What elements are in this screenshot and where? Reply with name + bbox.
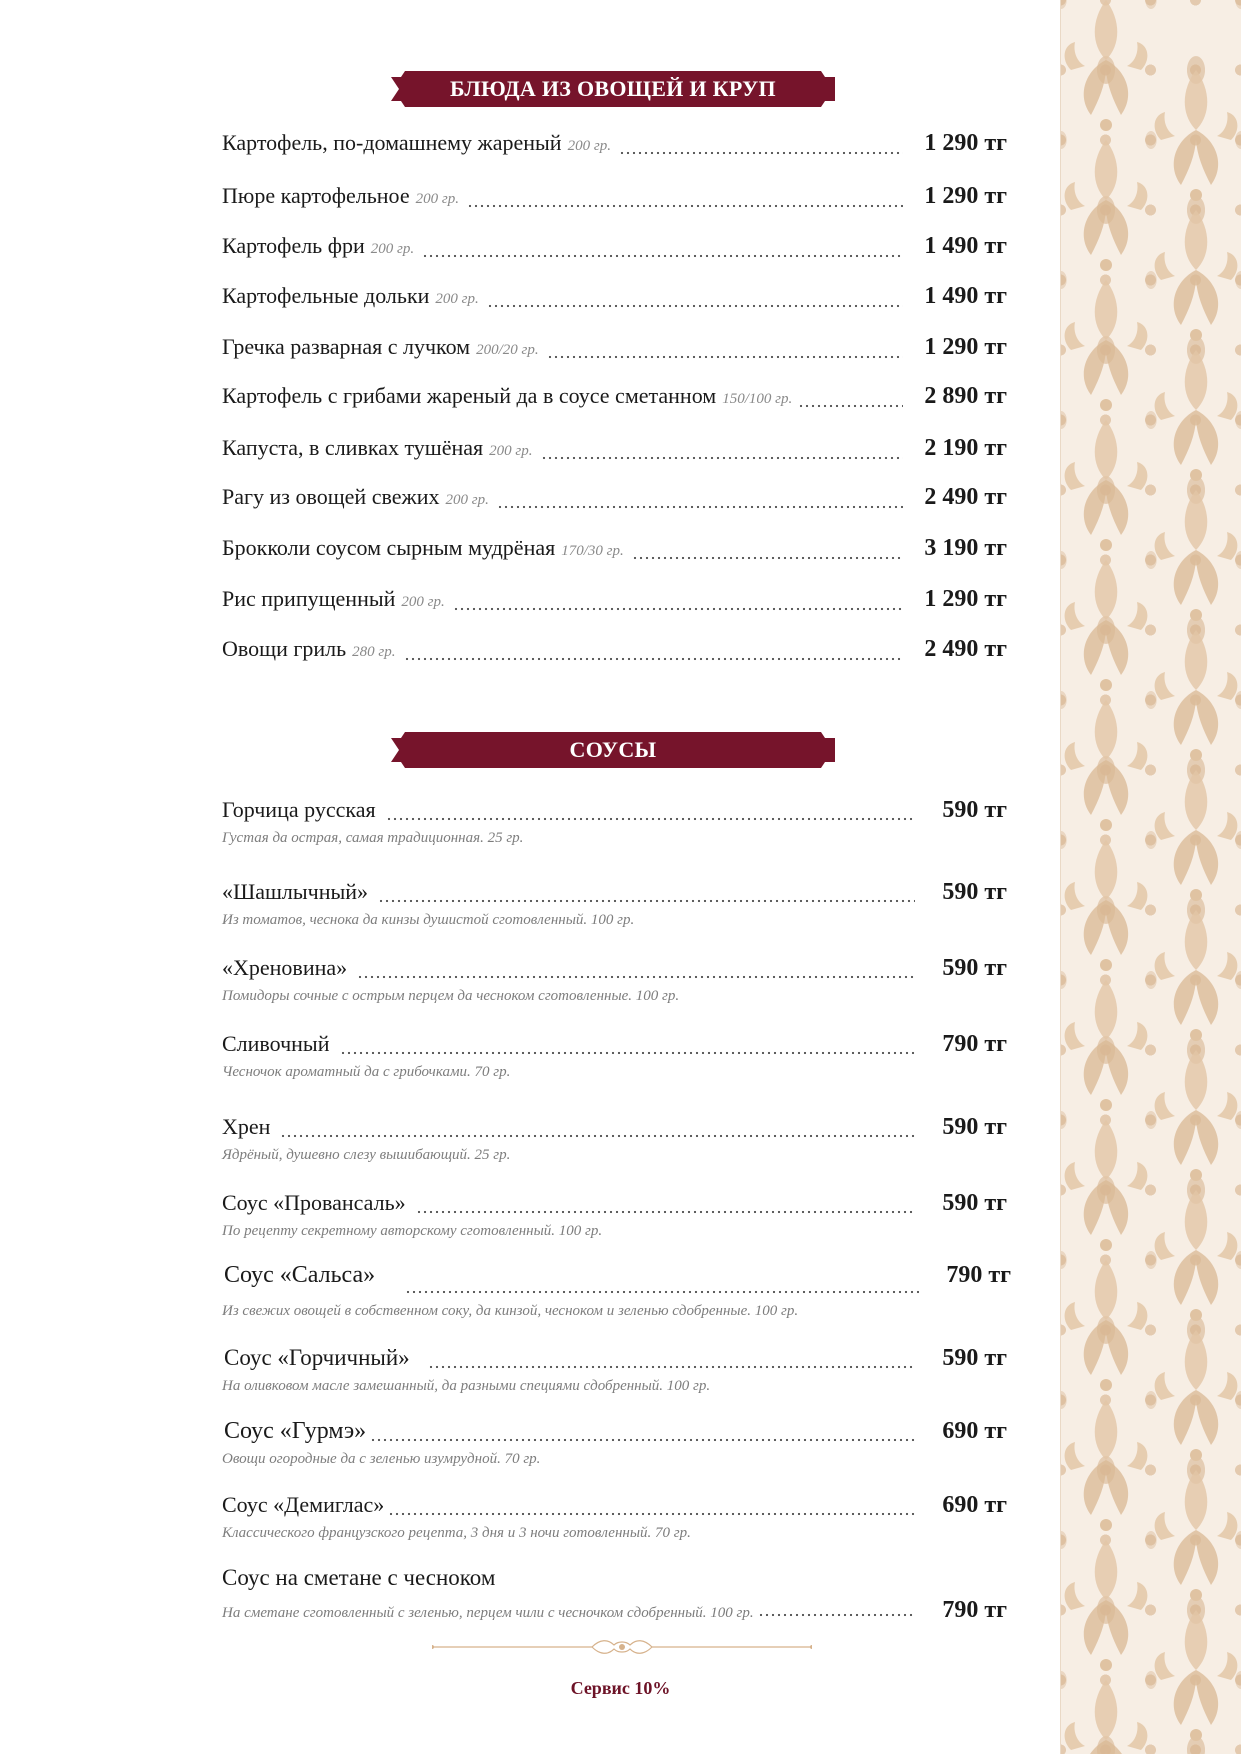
dot-leader (404, 657, 903, 661)
item-price: 690 тг (942, 1492, 1007, 1518)
dot-leader (357, 975, 915, 979)
sauce-item (222, 1114, 1007, 1164)
item-name: Соус «Провансаль» (222, 1190, 406, 1215)
dot-leader (619, 151, 903, 155)
item-weight: 150/100 гр. (722, 391, 793, 407)
dot-leader (632, 556, 903, 560)
item-name: Картофель фри (222, 233, 365, 258)
item-name: Картофель, по-домашнему жареный (222, 130, 562, 155)
item-price: 1 290 тг (924, 586, 1007, 612)
item-name: Рагу из овощей свежих (222, 484, 440, 509)
dot-leader (541, 456, 903, 460)
menu-item (222, 435, 1007, 469)
item-weight: 200 гр. (415, 191, 459, 207)
dot-leader (547, 355, 903, 359)
sauce-item (222, 955, 1007, 1005)
dot-leader (370, 1438, 915, 1442)
dot-leader (428, 1365, 915, 1369)
item-name: Соус «Горчичный» (224, 1345, 410, 1370)
section-banner-vegetables (391, 71, 835, 107)
sauce-item (222, 797, 1007, 847)
item-price: 590 тг (942, 797, 1007, 823)
item-price: 1 290 тг (924, 183, 1007, 209)
item-price: 790 тг (942, 1031, 1007, 1057)
item-price: 1 490 тг (924, 233, 1007, 259)
item-name: «Хреновина» (222, 955, 348, 980)
dot-leader (405, 1290, 919, 1294)
menu-item (222, 334, 1007, 368)
damask-ornament-strip (1060, 0, 1241, 1754)
dot-leader (422, 254, 903, 258)
item-name: Овощи гриль (222, 636, 347, 661)
item-price: 590 тг (942, 955, 1007, 981)
item-name: Соус «Гурмэ» (224, 1418, 367, 1444)
item-description: Из томатов, чеснока да кинзы душистой сготовленный. 100 гр. (222, 912, 635, 928)
dot-leader (487, 304, 903, 308)
item-name: «Шашлычный» (222, 879, 369, 904)
menu-item (222, 484, 1007, 518)
sauce-item (222, 1345, 1007, 1395)
item-price: 2 490 тг (924, 484, 1007, 510)
menu-item (222, 233, 1007, 267)
menu-item (222, 283, 1007, 317)
item-name: Капуста, в сливках тушёная (222, 435, 484, 460)
item-name: Хрен (222, 1114, 271, 1139)
dot-leader (388, 1512, 915, 1516)
item-description: Чесночок ароматный да с грибочками. 70 гр. (222, 1064, 511, 1080)
dot-leader (416, 1210, 915, 1214)
item-price: 2 490 тг (924, 636, 1007, 662)
dot-leader (758, 1613, 915, 1617)
item-name: Горчица русская (222, 797, 376, 822)
item-price: 1 290 тг (924, 130, 1007, 156)
item-price: 590 тг (942, 1190, 1007, 1216)
item-price: 3 190 тг (924, 535, 1007, 561)
item-name: Гречка разварная с лучком (222, 334, 471, 359)
sauce-item (222, 1565, 1007, 1624)
item-price: 1 290 тг (924, 334, 1007, 360)
damask-pattern-icon (1061, 0, 1241, 1754)
item-weight: 200 гр. (567, 138, 611, 154)
item-weight: 200 гр. (445, 492, 489, 508)
item-weight: 200 гр. (401, 594, 445, 610)
menu-item (222, 636, 1007, 670)
item-price: 2 190 тг (924, 435, 1007, 461)
item-name: Рис припущенный (222, 586, 396, 611)
item-name: Картофельные дольки (222, 283, 430, 308)
item-price: 790 тг (942, 1597, 1007, 1623)
dot-leader (467, 204, 903, 208)
item-price: 2 890 тг (924, 383, 1007, 409)
sauce-item (222, 1418, 1007, 1468)
section-title: БЛЮДА ИЗ ОВОЩЕЙ И КРУП (450, 76, 776, 101)
section-title: СОУСЫ (569, 737, 657, 762)
item-price: 590 тг (942, 1114, 1007, 1140)
item-name: Соус на сметане с чесноком (222, 1565, 496, 1590)
dot-leader (340, 1051, 916, 1055)
item-name: Картофель с грибами жареный да в соусе сметанном (222, 383, 717, 408)
service-charge-note: Сервис 10% (570, 1678, 671, 1698)
item-name: Сливочный (222, 1031, 330, 1056)
item-description: Классического французского рецепта, 3 дня и 3 ночи готовленный. 70 гр. (222, 1525, 691, 1541)
item-description: Из свежих овощей в собственном соку, да кинзой, чесноком и зеленью сдобренные. 100 гр. (222, 1303, 799, 1319)
item-name: Пюре картофельное (222, 183, 410, 208)
sauce-item (222, 1031, 1007, 1081)
item-price: 590 тг (942, 1345, 1007, 1371)
sauce-item (222, 1492, 1007, 1542)
item-price: 590 тг (942, 879, 1007, 905)
item-weight: 170/30 гр. (561, 543, 624, 559)
item-price: 690 тг (942, 1418, 1007, 1444)
item-name: Соус «Демиглас» (222, 1492, 385, 1517)
sauce-item (222, 879, 1007, 929)
section-banner-sauces (391, 732, 835, 768)
item-description: По рецепту секретному авторскому сготовленный. 100 гр. (222, 1223, 603, 1239)
flourish-divider-icon (432, 1637, 812, 1657)
item-name: Соус «Сальса» (224, 1262, 376, 1288)
item-weight: 280 гр. (352, 644, 396, 660)
dot-leader (378, 899, 915, 903)
item-description: Овощи огородные да с зеленью изумрудной. 70 гр. (222, 1451, 541, 1467)
item-weight: 200 гр. (435, 291, 479, 307)
dot-leader (497, 505, 903, 509)
item-price: 790 тг (946, 1262, 1011, 1288)
dot-leader (453, 607, 903, 611)
dot-leader (798, 404, 903, 408)
menu-item (222, 535, 1007, 569)
item-name: Брокколи соусом сырным мудрёная (222, 535, 556, 560)
sauce-item (222, 1190, 1007, 1240)
menu-item (222, 130, 1007, 164)
item-description: На оливковом масле замешанный, да разными специями сдобренный. 100 гр. (222, 1378, 711, 1394)
item-weight: 200/20 гр. (476, 342, 539, 358)
item-price: 1 490 тг (924, 283, 1007, 309)
menu-item (222, 183, 1007, 217)
menu-item (222, 383, 1007, 417)
item-description: Помидоры сочные с острым перцем да чесноком сготовленные. 100 гр. (222, 988, 680, 1004)
dot-leader (280, 1134, 915, 1138)
item-description: Ядрёный, душевно слезу вышибающий. 25 гр. (222, 1147, 511, 1163)
sauce-item (222, 1262, 1011, 1320)
item-description: Густая да острая, самая традиционная. 25 гр. (222, 830, 524, 846)
item-weight: 200 гр. (370, 241, 415, 257)
dot-leader (386, 817, 915, 821)
item-description: На сметане сготовленный с зеленью, перцем чили с чесночком сдобренный. 100 гр. (222, 1605, 754, 1621)
item-weight: 200 гр. (489, 443, 533, 459)
menu-item (222, 586, 1007, 620)
